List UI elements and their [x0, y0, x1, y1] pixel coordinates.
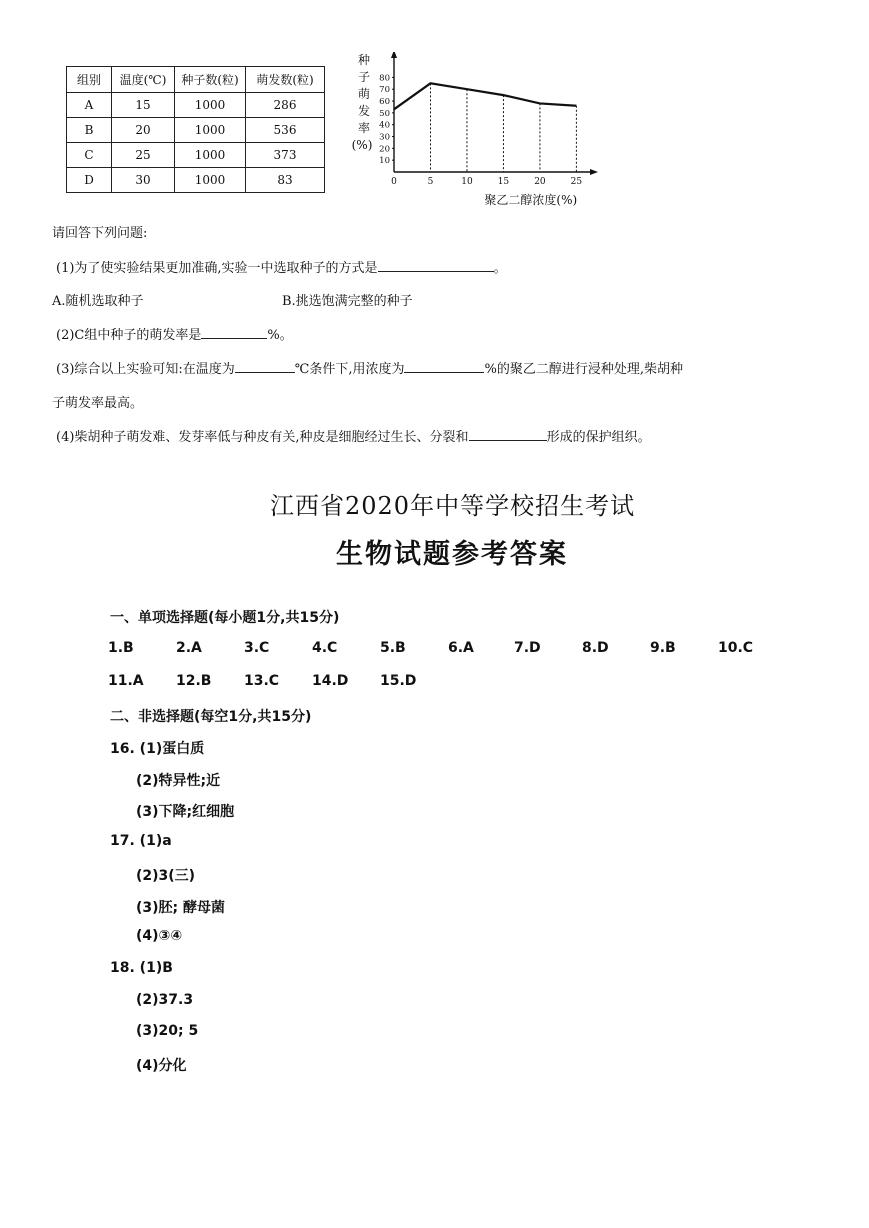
x-tick-label: 10 — [461, 177, 473, 187]
y-axis-label-char: 发 — [357, 104, 371, 118]
table-cell: 1000 — [175, 93, 246, 118]
answer-blank — [404, 360, 484, 373]
question-4 — [56, 426, 651, 445]
y-axis-label-char: 种 — [357, 53, 371, 67]
table-row — [67, 143, 325, 168]
table-header-cell: 萌发数(粒) — [246, 67, 325, 93]
table-cell: A — [67, 93, 112, 118]
question-1-option-b: B.挑选饱满完整的种子 — [282, 294, 413, 309]
choice-answer: 6.A — [448, 640, 474, 656]
y-tick-label: 80 — [379, 73, 390, 84]
question-1-option-a: A.随机选取种子 — [52, 294, 144, 309]
x-axis-label: 聚乙二醇浓度(%) — [484, 193, 578, 207]
answer-blank — [201, 326, 267, 339]
choice-answer: 14.D — [312, 673, 349, 689]
answer-blank — [378, 259, 494, 272]
y-axis-arrow-icon — [391, 52, 397, 58]
y-tick-label: 50 — [379, 108, 390, 119]
question-3-text-c: %的聚乙二醇进行浸种处理,柴胡种 — [484, 362, 683, 377]
choice-answer: 3.C — [244, 640, 270, 656]
answer-18-part-3: (3)20; 5 — [136, 1023, 199, 1039]
question-1 — [56, 257, 507, 276]
question-3-text-b: ℃条件下,用浓度为 — [294, 362, 405, 377]
answer-blank — [469, 428, 547, 441]
answer-17-part-1: 17. (1)a — [110, 833, 172, 849]
choice-answer: 1.B — [108, 640, 134, 656]
question-1-text: (1)为了使实验结果更加准确,实验一中选取种子的方式是 — [56, 261, 378, 276]
y-tick-label: 70 — [379, 85, 390, 96]
table-cell: 373 — [246, 143, 325, 168]
choice-answer: 5.B — [380, 640, 406, 656]
answer-18-part-2: (2)37.3 — [136, 992, 194, 1008]
y-tick-label: 40 — [379, 120, 390, 131]
table-header-row — [67, 67, 325, 93]
answer-18-part-4: (4)分化 — [136, 1058, 187, 1074]
question-3-continued: 子萌发率最高。 — [52, 396, 144, 411]
y-tick-label: 10 — [379, 156, 390, 167]
choice-answer: 12.B — [176, 673, 212, 689]
table-header-cell: 温度(℃) — [112, 67, 175, 93]
table-cell: 83 — [246, 168, 325, 193]
x-tick-label: 5 — [427, 177, 434, 187]
x-tick-label: 20 — [534, 177, 546, 187]
y-tick-label: 20 — [379, 144, 390, 155]
table-cell: B — [67, 118, 112, 143]
y-tick-label: 60 — [379, 97, 390, 108]
table-row — [67, 118, 325, 143]
choice-answer: 15.D — [380, 673, 417, 689]
question-4-text: (4)柴胡种子萌发难、发芽率低与种皮有关,种皮是细胞经过生长、分裂和 — [56, 430, 469, 445]
answer-16-part-3: (3)下降;红细胞 — [136, 804, 235, 820]
answer-16-part-2: (2)特异性;近 — [136, 773, 221, 789]
answer-key-subtitle: 生物试题参考答案 — [336, 539, 568, 570]
choice-answer: 2.A — [176, 640, 202, 656]
answer-16-part-1: 16. (1)蛋白质 — [110, 741, 205, 757]
y-axis-label-char: 萌 — [357, 87, 371, 101]
answer-key-title: 江西省2020年中等学校招生考试 — [270, 492, 636, 520]
choice-answer: 8.D — [582, 640, 609, 656]
y-axis-label-char: (%) — [351, 138, 373, 152]
choices-row-1 — [0, 640, 869, 660]
table-cell: 1000 — [175, 118, 246, 143]
table-cell: D — [67, 168, 112, 193]
table-cell: 30 — [112, 168, 175, 193]
answer-17-part-4: (4)③④ — [136, 928, 183, 944]
choice-answer: 13.C — [244, 673, 280, 689]
x-tick-label: 0 — [391, 177, 397, 187]
table-row — [67, 168, 325, 193]
question-3 — [56, 358, 683, 377]
answer-blank — [235, 360, 295, 373]
question-3-text-a: (3)综合以上实验可知:在温度为 — [56, 362, 235, 377]
table-cell: 20 — [112, 118, 175, 143]
x-tick-label: 15 — [497, 177, 510, 187]
answer-18-part-1: 18. (1)B — [110, 960, 173, 976]
question-2 — [56, 324, 293, 343]
y-axis-label-char: 率 — [357, 121, 371, 135]
table-cell: 1000 — [175, 168, 246, 193]
choice-answer: 7.D — [514, 640, 541, 656]
table-cell: 1000 — [175, 143, 246, 168]
choice-answer: 11.A — [108, 673, 144, 689]
x-tick-label: 25 — [570, 177, 583, 187]
table-cell: 536 — [246, 118, 325, 143]
table-header-cell: 组别 — [67, 67, 112, 93]
table-cell: 25 — [112, 143, 175, 168]
table-cell: 15 — [112, 93, 175, 118]
y-tick-label: 30 — [379, 132, 390, 143]
x-axis-arrow-icon — [590, 169, 598, 175]
germination-rate-line-chart — [340, 52, 620, 212]
y-axis-label-char: 子 — [357, 70, 371, 84]
choice-answer: 4.C — [312, 640, 338, 656]
questions-intro: 请回答下列问题: — [52, 226, 148, 241]
table-cell: 286 — [246, 93, 325, 118]
question-2-end: %。 — [267, 328, 293, 343]
choice-answer: 9.B — [650, 640, 676, 656]
answer-17-part-3: (3)胚; 酵母菌 — [136, 900, 226, 916]
series-line — [394, 83, 576, 109]
answer-17-part-2: (2)3(三) — [136, 868, 196, 884]
question-4-end: 形成的保护组织。 — [546, 430, 651, 445]
table-row — [67, 93, 325, 118]
choice-answer: 10.C — [718, 640, 754, 656]
section-1-heading: 一、单项选择题(每小题1分,共15分) — [110, 610, 340, 626]
question-2-text: (2)C组中种子的萌发率是 — [56, 328, 202, 343]
question-1-end: 。 — [493, 261, 507, 276]
section-2-heading: 二、非选择题(每空1分,共15分) — [110, 709, 312, 725]
choices-row-2 — [0, 673, 869, 693]
table-cell: C — [67, 143, 112, 168]
seed-germination-table — [66, 66, 325, 193]
table-header-cell: 种子数(粒) — [175, 67, 246, 93]
